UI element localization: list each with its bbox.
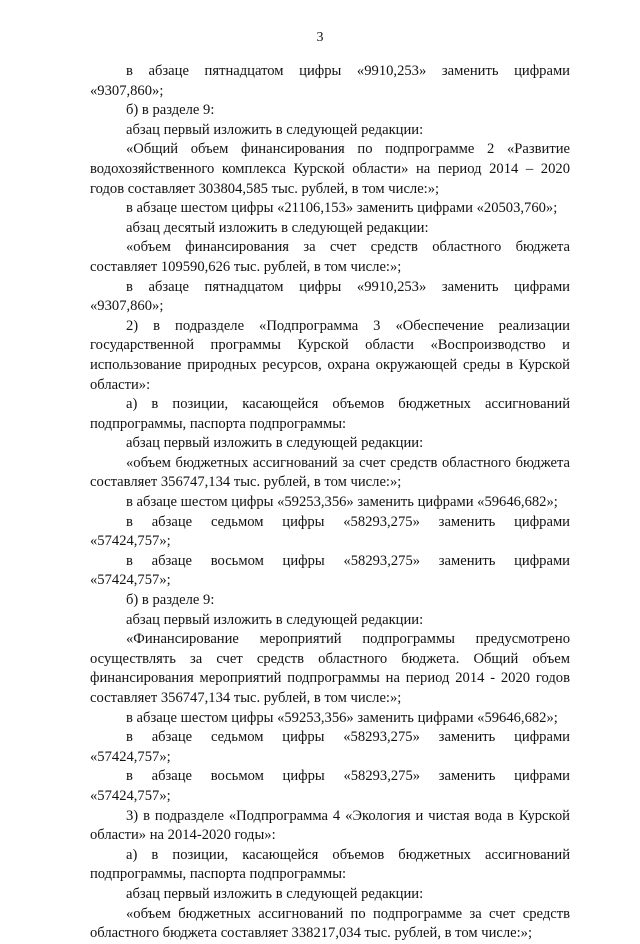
paragraph: «57424,757»; (90, 748, 171, 765)
paragraph: б) в разделе 9: (126, 592, 215, 609)
paragraph: абзац десятый изложить в следующей редакции: (126, 219, 429, 236)
paragraph: «57424,757»; (90, 787, 171, 804)
paragraph: 3) в подразделе «Подпрограмма 4 «Экология и чистая вода в Курской области» на 2014-2020 годы»: (90, 807, 570, 844)
paragraph: «объем бюджетных ассигнований за счет средств областного бюджета составляет 356747,134 тыс. рублей, в том числе:»; (90, 454, 570, 491)
paragraph: абзац первый изложить в следующей редакции: (126, 885, 424, 902)
paragraph: 2) в подразделе «Подпрограмма 3 «Обеспечение реализации государственной программы Курской области «Воспроизводство и использование природных ресурсов, охрана окружающей среды в Курской области»: (90, 317, 570, 393)
paragraph: в абзаце шестом цифры «21106,153» заменить цифрами «20503,760»; (126, 200, 558, 217)
paragraph: в абзаце пятнадцатом цифры «9910,253» заменить цифрами (126, 278, 570, 295)
paragraph: в абзаце шестом цифры «59253,356» заменить цифрами «59646,682»; (126, 709, 558, 726)
paragraph: «Общий объем финансирования по подпрограмме 2 «Развитие водохозяйственного комплекса Курской области» на период 2014 – 2020 годов составляет 303804,585 тыс. рублей, в том числе:»; (90, 141, 570, 197)
paragraph: «9307,860»; (90, 298, 164, 315)
paragraph: «9307,860»; (90, 82, 164, 99)
paragraph: в абзаце шестом цифры «59253,356» заменить цифрами «59646,682»; (126, 494, 558, 511)
paragraph: в абзаце седьмом цифры «58293,275» заменить цифрами (126, 729, 570, 746)
paragraph: «57424,757»; (90, 572, 171, 589)
paragraph: в абзаце седьмом цифры «58293,275» заменить цифрами (126, 513, 570, 530)
paragraph: абзац первый изложить в следующей редакции: (126, 121, 424, 138)
page-number: 3 (316, 30, 324, 45)
paragraph: в абзаце восьмом цифры «58293,275» заменить цифрами (126, 768, 570, 785)
paragraph: «объем финансирования за счет средств областного бюджета составляет 109590,626 тыс. рублей, в том числе:»; (90, 239, 570, 275)
paragraph: абзац первый изложить в следующей редакции: (126, 435, 424, 452)
paragraph: в абзаце восьмом цифры «58293,275» заменить цифрами (126, 552, 570, 569)
paragraph: а) в позиции, касающейся объемов бюджетных ассигнований подпрограммы, паспорта подпрограммы: (90, 396, 570, 432)
document-body (90, 62, 570, 944)
paragraph: в абзаце пятнадцатом цифры «9910,253» заменить цифрами (126, 63, 570, 79)
paragraph: а) в позиции, касающейся объемов бюджетных ассигнований подпрограммы, паспорта подпрограммы: (90, 846, 570, 883)
paragraph: б) в разделе 9: (126, 102, 215, 119)
paragraph: абзац первый изложить в следующей редакции: (126, 611, 424, 628)
paragraph: «объем бюджетных ассигнований по подпрограмме за счет средств областного бюджета составляет 338217,034 тыс. рублей, в том числе:»; (90, 905, 570, 942)
paragraph: «57424,757»; (90, 533, 171, 550)
paragraph: «Финансирование мероприятий подпрограммы предусмотрено осуществлять за счет средств областного бюджета. Общий объем финансирования мероприятий подпрограммы на период 2014 - 2020 годов составляет 356747,134 тыс. рублей, в том числе:»; (90, 631, 570, 706)
